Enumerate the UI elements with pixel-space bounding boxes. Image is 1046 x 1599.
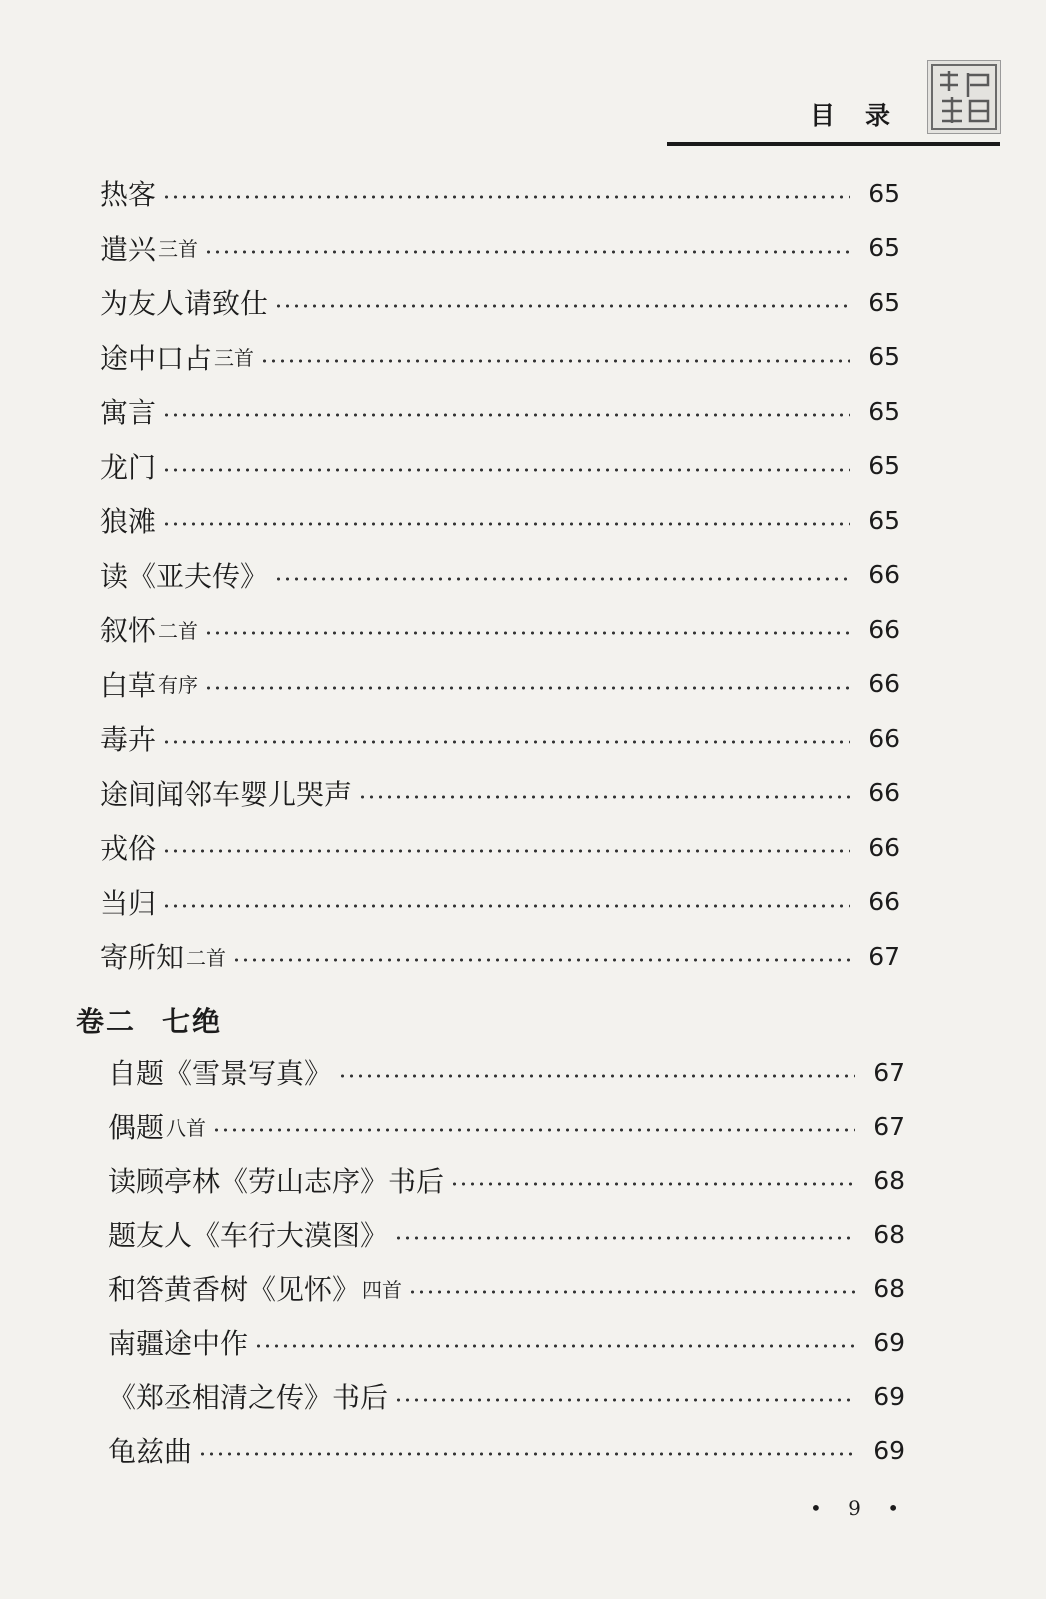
toc-entry-page: 65 <box>868 342 900 371</box>
toc-entry-note: 二首 <box>158 618 199 643</box>
toc-entry <box>108 1052 905 1092</box>
toc-entry <box>100 718 900 758</box>
toc-entry <box>100 500 900 540</box>
toc-entry-note: 四首 <box>362 1277 403 1302</box>
dot-leader <box>232 957 850 963</box>
toc-entry-title: 寓言 <box>100 396 157 429</box>
toc-entry-title: 白草 <box>100 668 157 702</box>
toc-entry-title: 龟兹曲 <box>108 1435 193 1468</box>
toc-entry-title: 毒卉 <box>100 723 157 756</box>
toc-entry-title: 读《亚夫传》 <box>100 559 269 593</box>
toc-entry <box>108 1322 905 1362</box>
toc-entry <box>100 446 900 486</box>
toc-entry-page: 68 <box>873 1273 905 1303</box>
header-rule <box>667 142 1000 146</box>
toc-entry-page: 66 <box>868 614 900 644</box>
toc-entry-title: 和答黄香树《见怀》 <box>108 1273 361 1306</box>
toc-entry-note: 八首 <box>166 1115 207 1140</box>
page-number: • 9 • <box>810 1496 910 1520</box>
toc-entry-page: 66 <box>868 669 900 698</box>
toc-entry-title: 途间闻邻车婴儿哭声 <box>100 777 353 811</box>
toc-entry-page: 65 <box>868 451 900 480</box>
seal-stamp <box>927 60 1001 134</box>
section-heading <box>76 1000 248 1040</box>
toc-entry-title: 读顾亭林《劳山志序》书后 <box>108 1165 445 1198</box>
toc-entry-title: 戎俗 <box>100 832 157 865</box>
toc-entry <box>100 773 900 813</box>
dot-leader <box>338 1073 855 1079</box>
toc-entry <box>100 228 900 268</box>
toc-entry-title: 途中口占 <box>100 341 213 375</box>
page-header-title: 目录 <box>810 101 921 130</box>
toc-entry <box>100 936 900 976</box>
dot-leader <box>394 1235 855 1241</box>
section-label: 卷二 <box>76 1005 137 1038</box>
toc-entry-page: 65 <box>868 233 900 262</box>
toc-entry-note: 三首 <box>214 346 255 370</box>
dot-leader <box>274 303 850 309</box>
toc-entry-title: 狼滩 <box>100 505 157 538</box>
toc-entry-title: 遣兴 <box>100 232 157 266</box>
toc-entry <box>100 337 900 377</box>
dot-leader <box>254 1343 855 1349</box>
toc-entry <box>108 1214 905 1254</box>
toc-entry-title: 热客 <box>100 178 157 211</box>
toc-entry-note: 三首 <box>158 237 199 261</box>
toc-entry-page: 67 <box>868 941 900 971</box>
toc-entry <box>108 1376 905 1416</box>
dot-leader <box>162 194 850 200</box>
dot-leader <box>162 848 850 854</box>
toc-entry <box>100 173 900 213</box>
dot-leader <box>204 685 850 691</box>
toc-entry <box>108 1160 905 1200</box>
toc-entry-page: 68 <box>873 1219 905 1249</box>
toc-entry-page: 69 <box>873 1435 905 1465</box>
toc-entry-page: 66 <box>868 560 900 589</box>
toc-entry-page: 69 <box>873 1327 905 1357</box>
dot-leader <box>204 249 850 255</box>
toc-entry-note: 二首 <box>186 945 227 970</box>
toc-entry-page: 65 <box>868 178 900 208</box>
toc-entry-page: 68 <box>873 1165 905 1195</box>
toc-entry <box>100 391 900 431</box>
dot-leader <box>162 739 850 745</box>
toc-entry-page: 69 <box>873 1381 905 1411</box>
toc-entry-page: 66 <box>868 723 900 753</box>
toc-entry <box>108 1106 905 1146</box>
toc-entry <box>100 827 900 867</box>
toc-entry-title: 偶题 <box>108 1111 165 1144</box>
toc-entry <box>108 1268 905 1308</box>
dot-leader <box>204 630 850 636</box>
dot-leader <box>162 521 850 527</box>
toc-entry <box>100 282 900 322</box>
toc-entry-page: 66 <box>868 887 900 916</box>
section-name: 七绝 <box>162 1005 223 1038</box>
dot-leader <box>198 1451 855 1457</box>
dot-leader <box>260 358 850 364</box>
toc-entry-page: 66 <box>868 778 900 807</box>
toc-entry-title: 寄所知 <box>100 941 185 974</box>
toc-entry <box>108 1430 905 1470</box>
toc-entry <box>100 882 900 922</box>
dot-leader <box>212 1127 855 1133</box>
toc-entry-page: 65 <box>868 396 900 426</box>
dot-leader <box>162 467 850 473</box>
toc-entry-page: 65 <box>868 505 900 535</box>
toc-entry-title: 当归 <box>100 886 157 920</box>
toc-entry-page: 67 <box>873 1111 905 1141</box>
toc-entry-title: 为友人请致仕 <box>100 287 269 320</box>
dot-leader <box>162 903 850 909</box>
dot-leader <box>162 412 850 418</box>
toc-entry-page: 66 <box>868 832 900 862</box>
toc-entry-title: 叙怀 <box>100 614 157 647</box>
toc-entry-title: 自题《雪景写真》 <box>108 1057 333 1090</box>
toc-entry <box>100 609 900 649</box>
toc-entry-title: 题友人《车行大漠图》 <box>108 1219 389 1252</box>
toc-entry-note: 有序 <box>158 673 199 697</box>
toc-entry <box>100 664 900 704</box>
toc-entry-title: 《郑丞相清之传》书后 <box>108 1381 389 1414</box>
toc-entry-page: 67 <box>873 1057 905 1087</box>
dot-leader <box>358 794 850 800</box>
toc-entry-title: 南疆途中作 <box>108 1327 249 1360</box>
dot-leader <box>408 1289 855 1295</box>
toc-entry-page: 65 <box>868 287 900 317</box>
dot-leader <box>274 576 850 582</box>
dot-leader <box>450 1181 855 1187</box>
dot-leader <box>394 1397 855 1403</box>
toc-entry-title: 龙门 <box>100 450 157 484</box>
toc-entry <box>100 555 900 595</box>
